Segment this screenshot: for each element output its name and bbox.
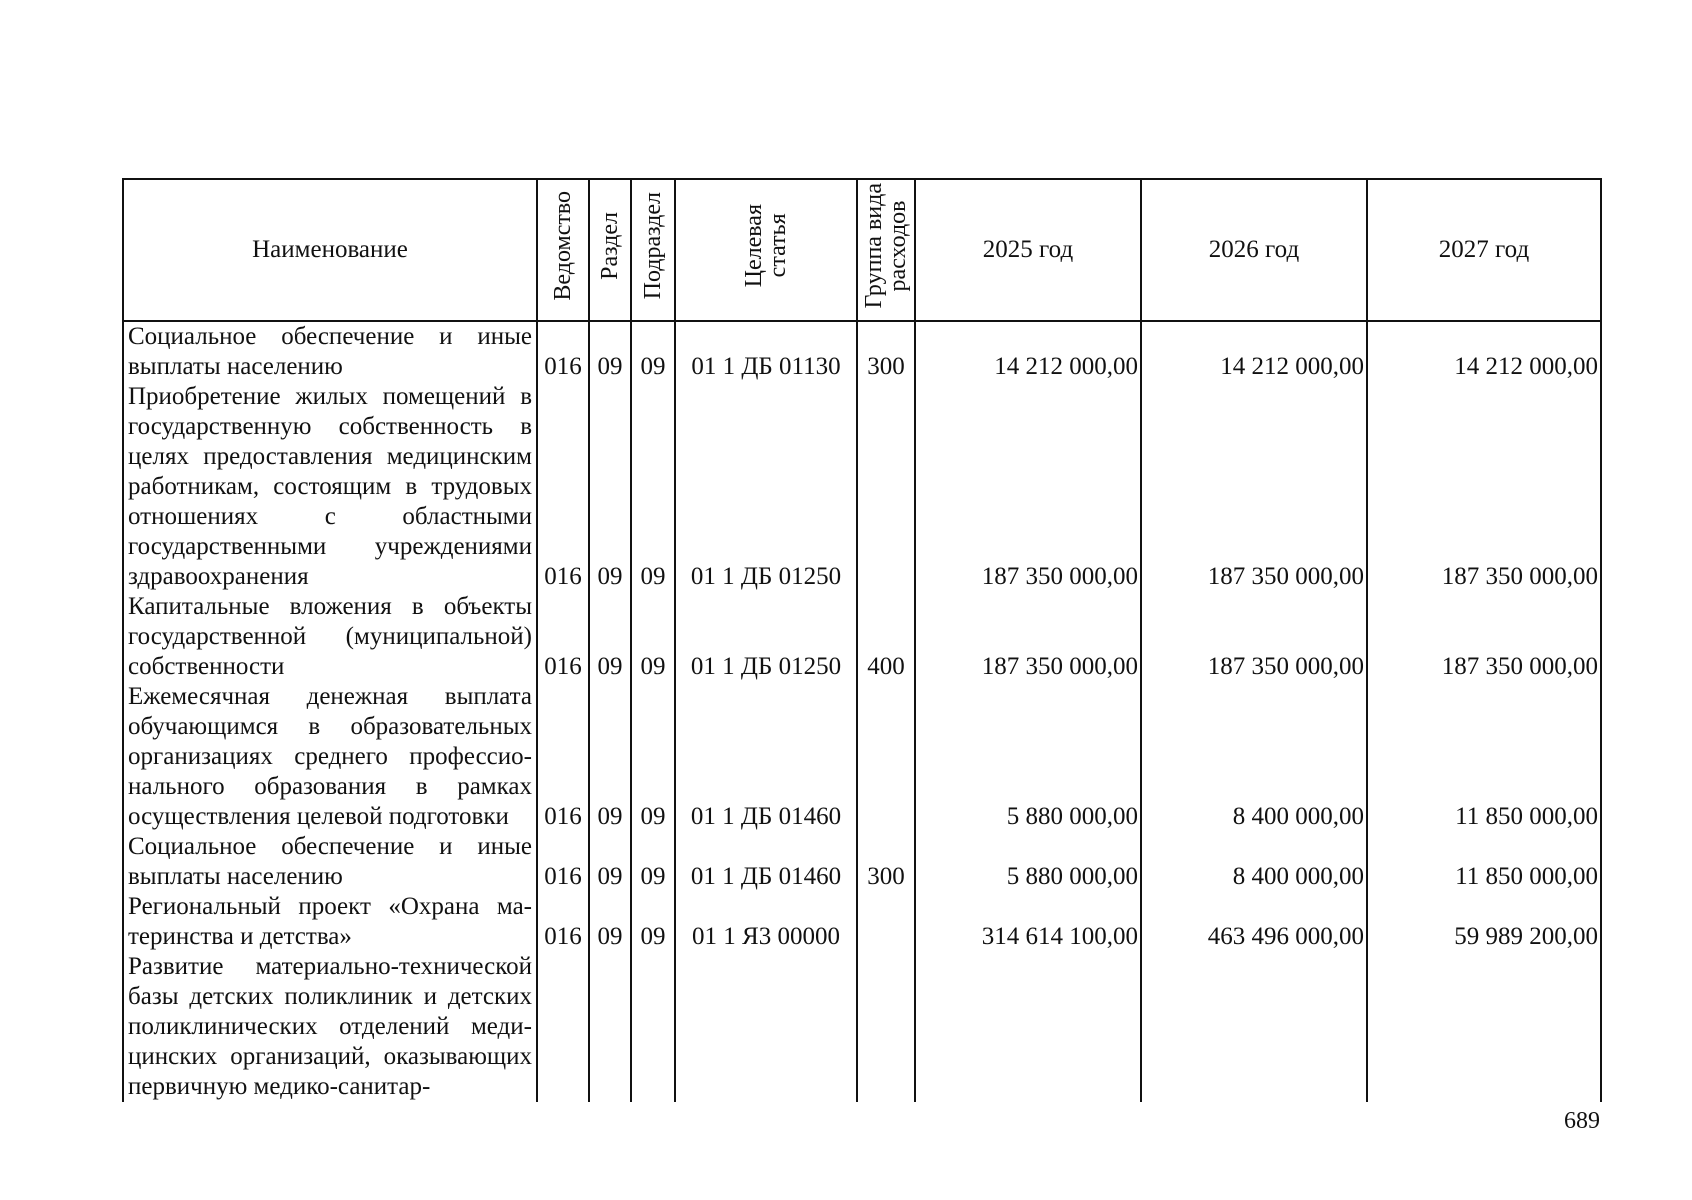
row-expense-group [857,892,915,952]
row-ved: 016 [537,892,589,952]
row-year-2026: 14 212 000,00 [1141,321,1367,382]
row-podrazdel: 09 [631,832,675,892]
header-razdel: Раздел [589,179,631,321]
table-body [123,321,1601,1102]
row-year-2027: 187 350 000,00 [1367,382,1601,592]
row-ved: 016 [537,832,589,892]
header-year-2026: 2026 год [1141,179,1367,321]
table-row [123,892,1601,952]
row-name: Региональный проект «Охрана материнства и детства» [123,892,537,952]
row-podrazdel: 09 [631,592,675,682]
row-year-2025: 187 350 000,00 [915,592,1141,682]
row-razdel: 09 [589,382,631,592]
table-row [123,952,1601,1102]
budget-table [122,178,1602,1102]
row-podrazdel: 09 [631,382,675,592]
row-target-article: 01 1 ДБ 01460 [675,832,857,892]
row-year-2025: 314 614 100,00 [915,892,1141,952]
header-podrazdel: Подраздел [631,179,675,321]
table-row [123,682,1601,832]
row-name: Социальное обеспечение и иные выплаты населению [123,832,537,892]
row-ved: 016 [537,682,589,832]
row-expense-group: 300 [857,832,915,892]
row-razdel: 09 [589,321,631,382]
row-razdel: 09 [589,892,631,952]
header-expense-group: Группа вида расходов [857,179,915,321]
row-podrazdel: 09 [631,892,675,952]
row-expense-group [857,382,915,592]
row-name: Социальное обеспечение и иные выплаты населению [123,321,537,382]
table-row [123,832,1601,892]
row-year-2026: 187 350 000,00 [1141,592,1367,682]
row-year-2027: 11 850 000,00 [1367,832,1601,892]
row-razdel: 09 [589,592,631,682]
row-year-2025 [915,952,1141,1102]
header-ved: Ведомство [537,179,589,321]
row-podrazdel [631,952,675,1102]
row-target-article: 01 1 ДБ 01460 [675,682,857,832]
row-target-article: 01 1 ДБ 01250 [675,382,857,592]
row-razdel [589,952,631,1102]
row-target-article [675,952,857,1102]
row-year-2025: 14 212 000,00 [915,321,1141,382]
row-expense-group [857,682,915,832]
row-year-2027 [1367,952,1601,1102]
row-name: Приобретение жилых помещений в государственную собственность в целях предоставления медицинским работникам, состоящим в трудовых отношениях с областными государственными учреждениями здравоохранения [123,382,537,592]
row-ved [537,952,589,1102]
row-year-2026: 463 496 000,00 [1141,892,1367,952]
table-row [123,592,1601,682]
row-ved: 016 [537,592,589,682]
page-number: 689 [1564,1108,1600,1134]
table-row [123,382,1601,592]
header-year-2027: 2027 год [1367,179,1601,321]
row-ved: 016 [537,382,589,592]
row-expense-group: 400 [857,592,915,682]
row-podrazdel: 09 [631,321,675,382]
row-expense-group: 300 [857,321,915,382]
row-razdel: 09 [589,832,631,892]
row-expense-group [857,952,915,1102]
row-year-2027: 14 212 000,00 [1367,321,1601,382]
row-target-article: 01 1 Я3 00000 [675,892,857,952]
row-year-2025: 187 350 000,00 [915,382,1141,592]
row-razdel: 09 [589,682,631,832]
row-name: Развитие материально-технической базы детских поликлиник и детских поликлинических отделений медицинских организаций, оказывающих первичную медико-санитар- [123,952,537,1102]
table-header [123,179,1601,321]
table-row [123,321,1601,382]
row-year-2027: 59 989 200,00 [1367,892,1601,952]
row-ved: 016 [537,321,589,382]
row-year-2025: 5 880 000,00 [915,682,1141,832]
row-year-2025: 5 880 000,00 [915,832,1141,892]
row-year-2026: 187 350 000,00 [1141,382,1367,592]
row-year-2027: 11 850 000,00 [1367,682,1601,832]
row-podrazdel: 09 [631,682,675,832]
header-target-article: Целевая статья [675,179,857,321]
row-year-2026: 8 400 000,00 [1141,832,1367,892]
row-year-2026 [1141,952,1367,1102]
row-name: Ежемесячная денежная выплата обучающимся в образовательных организациях среднего профессионального образования в рамках осуществления целевой подготовки [123,682,537,832]
row-target-article: 01 1 ДБ 01130 [675,321,857,382]
header-year-2025: 2025 год [915,179,1141,321]
row-year-2026: 8 400 000,00 [1141,682,1367,832]
row-year-2027: 187 350 000,00 [1367,592,1601,682]
header-name: Наименование [123,179,537,321]
row-name: Капитальные вложения в объекты государственной (муниципальной) собственности [123,592,537,682]
row-target-article: 01 1 ДБ 01250 [675,592,857,682]
